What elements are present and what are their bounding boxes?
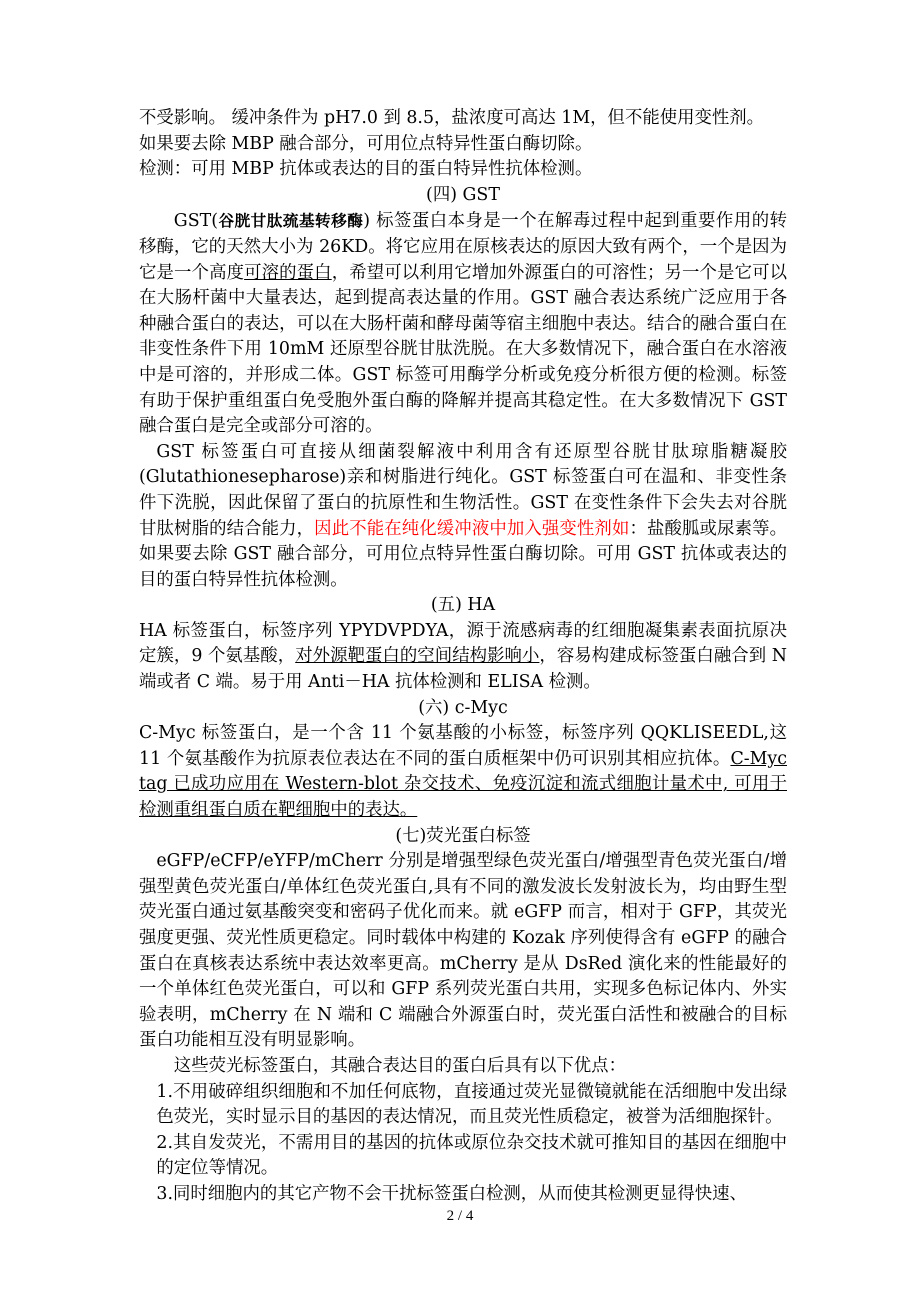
page-number: 2 / 4 (446, 1208, 474, 1224)
section-heading-gst: (四) GST (426, 184, 500, 205)
cmyc-paragraph (139, 721, 787, 823)
gst-p1-bold-term: 谷胱甘肽巯基转移酶 (218, 211, 364, 231)
section-heading-cmyc: (六) c-Myc (418, 697, 508, 718)
fluor-paragraph-2: 这些荧光标签蛋白，其融合表达目的蛋白后具有以下优点： (173, 1055, 626, 1076)
gst-p1-text-a: ) 标签蛋白本身是一个在解毒过程中起到重要作用的转移酶，它的天然大小为 26KD。将它应用在原核表达的原因大致有两个，一个是因为它是一个高度 (139, 211, 787, 283)
section-heading-fluorescent: (七)荧光蛋白标签 (395, 825, 531, 846)
fluor-paragraph-1: eGFP/eCFP/eYFP/mCherr 分别是增强型绿色荧光蛋白/增强型青色荧光蛋白/增强型黄色荧光蛋白/单体红色荧光蛋白,具有不同的激发波长发射波长为，均由野生型荧光蛋白通过氨基酸突变和密码子优化而来。就 eGFP 而言，相对于 GFP，其荧光强度更强、荧光性质更稳定。同时载体中构建的 Kozak 序列使得含有 eGFP 的融合蛋白在真核表达系统中表达效率更高。mCherry 是从 DsRed 演化来的性能最好的一个单体红色荧光蛋白，可以和 GFP 系列荧光蛋白共用，实现多色标记体内、外实验表明，mCherry 在 N 端和 C 端融合外源蛋白时，荧光蛋白活性和被融合的目标蛋白功能相互没有明显影响。 (139, 851, 787, 1051)
mbp-line-1: 不受影响。 缓冲条件为 pH7.0 到 8.5，盐浓度可高达 1M，但不能使用变性剂。 (139, 108, 765, 128)
gst-p2-red-warning: 因此不能在纯化缓冲液中加入强变性剂如 (314, 518, 630, 539)
cmyc-text-a: C-Myc 标签蛋白，是一个含 11 个氨基酸的小标签，标签序列 QQKLISEEDL,这 11 个氨基酸作为抗原表位表达在不同的蛋白质框架中仍可识别其相应抗体。 (139, 723, 787, 769)
document-page (139, 106, 787, 1208)
cmyc-underlined: C-Myc tag 已成功应用在 Western-blot 杂交技术、免疫沉淀和流式细胞计量术中, 可用于检测重组蛋白质在靶细胞中的表达。 (139, 748, 787, 821)
gst-p2-text-a: GST 标签蛋白可直接从细菌裂解液中利用含有还原型谷胱甘肽琼脂糖凝胶(Glutathionesepharose)亲和树脂进行纯化。GST 标签蛋白可在温和、非变性条件下洗脱，因此保留了蛋白的抗原性和生物活性。GST 在变性条件下会失去对谷胱甘肽树脂的结合能力， (139, 441, 787, 539)
gst-p2-text-b: ：盐酸胍或尿素等。如果要去除 GST 融合部分，可用位点特异性蛋白酶切除。可用 GST 抗体或表达的目的蛋白特异性抗体检测。 (139, 518, 787, 590)
gst-p1-text-b: ，希望可以利用它增加外源蛋白的可溶性；另一个是它可以在大肠杆菌中大量表达，起到提高表达量的作用。GST 融合表达系统广泛应用于各种融合蛋白的表达，可以在大肠杆菌和酵母菌等宿主细胞中表达。结合的融合蛋白在非变性条件下用 10mM 还原型谷胱甘肽洗脱。在大多数情况下，融合蛋白在水溶液中是可溶的，并形成二体。GST 标签可用酶学分析或免疫分析很方便的检测。标签有助于保护重组蛋白免受胞外蛋白酶的降解并提高其稳定性。在大多数情况下 GST 融合蛋白是完全或部分可溶的。 (139, 262, 787, 437)
advantage-item-2: 2.其自发荧光，不需用目的基因的抗体或原位杂交技术就可推知目的基因在细胞中的定位等情况。 (156, 1132, 787, 1179)
gst-paragraph-2 (139, 440, 787, 594)
gst-paragraph-1 (139, 208, 787, 439)
section-heading-ha: (五) HA (430, 595, 496, 616)
advantage-item-3: 3.同时细胞内的其它产物不会干扰标签蛋白检测，从而使其检测更显得快速、 (156, 1183, 747, 1204)
mbp-line-3: 检测：可用 MBP 抗体或表达的目的蛋白特异性抗体检测。 (139, 159, 593, 180)
ha-text-a: HA 标签蛋白，标签序列 YPYDVPDYA，源于流感病毒的红细胞凝集素表面抗原决定簇，9 个氨基酸， (139, 620, 787, 667)
ha-text-b: ，容易构建成标签蛋白融合到 N 端或者 C 端。易于用 Anti－HA 抗体检测和 ELISA 检测。 (139, 646, 787, 693)
ha-paragraph (139, 619, 787, 696)
mbp-line-2: 如果要去除 MBP 融合部分，可用位点特异性蛋白酶切除。 (139, 133, 593, 154)
gst-p1-underlined: 可溶的蛋白 (244, 262, 332, 283)
advantage-item-1: 1.不用破碎组织细胞和不加任何底物，直接通过荧光显微镜就能在活细胞中发出绿色荧光，实时显示目的基因的表达情况，而且荧光性质稳定，被誉为活细胞探针。 (156, 1081, 787, 1128)
gst-p1-lead: GST( (173, 211, 218, 232)
ha-underlined: 对外源靶蛋白的空间结构影响小 (295, 646, 540, 667)
